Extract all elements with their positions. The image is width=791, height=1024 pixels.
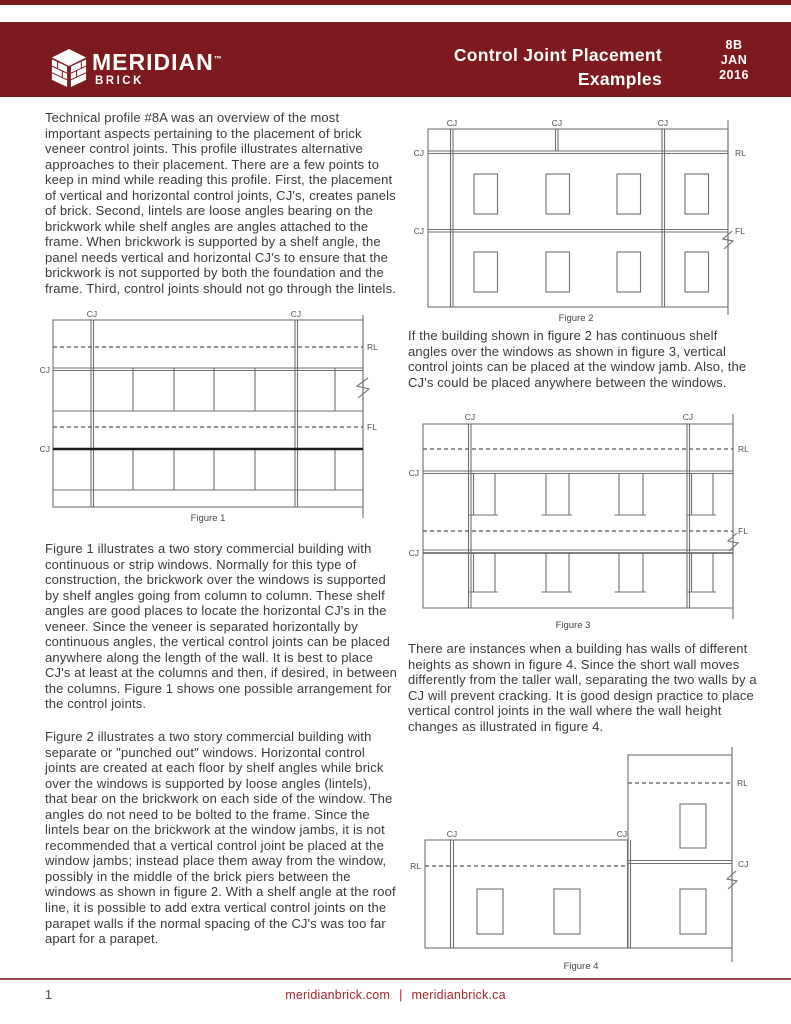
title-line-2: Examples [577,69,662,89]
figure2-description: Figure 2 illustrates a two story commercial building with separate or "punched out" windows. Horizontal control joints are created at each floor by shelf angles while brick over the windows is supported by loose angles (lintels), that bear on the brickwork on each side of the window. The angles do not need to be bolted to the frame. Since the lintels bear on the brickwork at the window jambs, it is not recommended that a vertical control joint be placed at the window jambs; instead place them away from the window, possibly in the middle of the brick piers between the windows as shown in figure 2. With a shelf angle at the roof line, it is possible to add extra vertical control joints on the parapet walls if the normal spacing of the CJ's was too far apart for a parapet. [45,729,396,947]
figure1-drawing [38,306,388,524]
fl-label: FL [738,526,748,536]
doc-year: 2016 [719,68,749,82]
brand-name [92,49,222,76]
link-separator: | [399,988,403,1002]
figure-caption: Figure 2 [558,313,594,324]
building-outline [428,120,728,315]
cj-label: CJ [616,829,628,839]
brand-subtitle: BRICK [95,75,144,87]
website-link-com[interactable]: meridianbrick.com [285,988,391,1002]
rl-label: RL [410,861,421,871]
cj-label: CJ [408,468,419,478]
top-accent-strip [0,0,791,5]
figure4-drawing [400,738,765,976]
cj-label: CJ [290,309,302,319]
cj-label: CJ [413,148,424,158]
cj-label: CJ [446,829,458,839]
figure2-drawing [405,110,760,325]
document-title [454,43,662,91]
doc-code: 8B [725,38,743,52]
window [474,174,709,292]
header-bar [0,22,791,97]
cj-label: CJ [413,226,424,236]
rl-label: RL [735,148,746,158]
figure4-description: There are instances when a building has walls of different heights as shown in figure 4. Since the short wall moves differently from the taller wall, separating the two walls by a CJ will prevent cracking. It is good design practice to place vertical control joints in the wall where the wall height changes as illustrated in figure 4. [408,641,757,734]
cj-label: CJ [408,548,419,558]
rl-label: RL [367,342,378,352]
fl-label: FL [367,422,377,432]
figure-caption: Figure 4 [563,961,599,972]
figure1-description: Figure 1 illustrates a two story commercial building with continuous or strip windows. Normally for this type of construction, the brickwork over the windows is supported by shelf angles going from column to column. These shelf angles are good places to locate the horizontal CJ's in the veneer. Since the veneer is separated horizontally by continuous angles, the vertical control joints can be placed anywhere along the length of the wall. It is best to place CJ's at least at the columns and then, if desired, in between the columns. Figure 1 shows one possible arrangement for the control joints. [45,541,397,712]
website-link-ca[interactable]: meridianbrick.ca [411,988,506,1002]
cj-label: CJ [464,412,476,422]
shelf-angle-line [53,368,363,371]
cj-label: CJ [86,309,98,319]
cj-label: CJ [551,118,563,128]
window [477,804,706,934]
page-number: 1 [45,988,52,1002]
window [469,474,716,593]
meridian-brick-logo-icon [50,45,88,89]
strip-window-band-lower [53,450,363,490]
shelf-angle-line [428,151,728,232]
title-line-1: Control Joint Placement [453,45,662,65]
fl-label: FL [735,226,745,236]
figure3-description: If the building shown in figure 2 has continuous shelf angles over the windows as shown in figure 3, vertical control joints can be placed at the window jamb. Also, the CJ's could be placed anywhere between the windows. [408,328,747,390]
figure-caption: Figure 1 [190,513,226,524]
footer-links [0,988,791,1002]
footer-divider [0,978,791,980]
rl-label: RL [738,444,749,454]
cj-label: CJ [39,365,50,375]
trademark-symbol: ™ [213,54,222,64]
figure-caption: Figure 3 [555,620,591,631]
brand-text: MERIDIAN [92,49,214,75]
cj-label: CJ [657,118,669,128]
vertical-control-joints [469,424,690,608]
cj-label: CJ [738,859,749,869]
cj-label: CJ [39,444,50,454]
cj-label: CJ [682,412,694,422]
building-outline [425,747,732,962]
document-reference [708,38,760,83]
cj-label: CJ [446,118,458,128]
vertical-control-joints [91,320,298,507]
strip-window-band-upper [53,369,363,412]
doc-month: JAN [720,53,748,67]
shelf-angle-line [628,861,732,864]
intro-paragraph: Technical profile #8A was an overview of the most important aspects pertaining to the placement of brick veneer control joints. This profile illustrates alternative approaches to their placement. There are a few points to keep in mind while reading this profile. First, the placement of vertical and horizontal control joints, CJ's, creates panels of brick. Second, lintels are loose angles bearing on the brickwork while shelf angles are angles attached to the frame. When brickwork is supported by a shelf angle, the panel needs vertical and horizontal CJ's to ensure that the brickwork is not supported by both the foundation and the frame. Third, control joints should not go through the lintels. [45,110,397,297]
figure3-drawing [405,406,760,634]
rl-label: RL [737,778,748,788]
building-outline [53,315,363,518]
vertical-control-joints [451,129,665,307]
